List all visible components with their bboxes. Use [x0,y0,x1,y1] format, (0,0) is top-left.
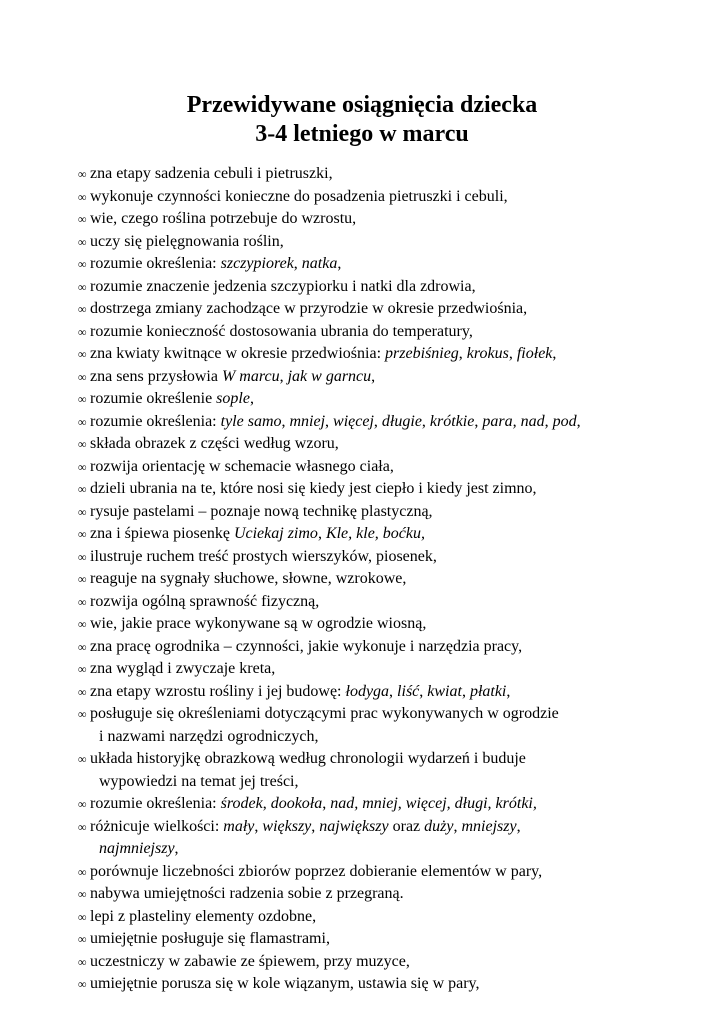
list-item-text: , [293,255,302,272]
list-item-text: , [371,367,376,385]
list-item-text: umiejętnie porusza się w kole wiązanym, ustawia się w pary, [90,975,480,992]
bullet-icon: ∞ [78,572,87,586]
list-item-text: rysuje pastelami – poznaje nową technikę plastyczną, [90,502,433,520]
list-item [78,433,708,456]
list-item [78,388,708,411]
list-item [78,658,708,681]
list-item [78,636,708,659]
list-item-text: , [419,682,428,700]
list-item-text: rozumie określenia: [90,412,221,430]
list-item-text: różnicuje wielkości: [90,817,224,835]
list-item-term: W marcu [221,367,280,385]
list-item-text: porównuje liczebności zbiorów poprzez dobieranie elementów w pary, [90,862,543,880]
list-item-continuation: wypowiedzi na temat jej treści, [99,772,299,790]
list-item [78,748,708,793]
bullet-icon: ∞ [78,819,87,834]
list-item-text: , [421,412,430,430]
bullet-icon: ∞ [78,234,87,249]
list-item-term: para, nad [482,412,545,430]
list-item-text: , [544,412,553,430]
list-item [78,478,708,501]
list-item-text: wie, jakie prace wykonywane są w ogrodzie wiosną, [90,615,427,632]
bullet-icon: ∞ [78,414,87,429]
list-item-text: rozwija ogólną sprawność fizyczną, [90,592,320,610]
list-item-term: łodyga [345,682,390,700]
list-item-text: rozwija orientację w schemacie własnego ciała, [90,457,394,475]
title-line-2: 3-4 letniego w marcu [255,121,469,147]
list-item [78,906,708,929]
bullet-icon: ∞ [78,594,87,609]
list-item [78,186,708,209]
list-item-term: mniej [289,412,326,430]
list-item [78,231,708,254]
list-item-term: najmniejszy [99,840,175,857]
list-item-term: Uciekaj zimo [233,525,318,542]
bullet-icon: ∞ [78,639,87,654]
list-item-term: kwiat [427,682,462,700]
bullet-icon: ∞ [78,864,87,879]
list-item [78,861,708,884]
list-item-term: przebiśnieg [385,345,459,362]
list-item [78,298,708,321]
list-item-text: zna etapy sadzenia cebuli i pietruszki, [90,165,333,182]
list-item [78,951,708,974]
page-title [0,91,724,149]
list-item-term: długie [381,412,422,430]
list-item [78,793,708,816]
list-item [78,546,708,569]
bullet-icon: ∞ [78,189,87,204]
list-item-text: , [453,817,462,835]
list-item-term: liść [397,682,420,700]
achievement-list [78,163,708,996]
list-item-text: , [325,412,334,430]
list-item [78,568,708,591]
list-item-term: jak w garncu [287,367,372,385]
list-item-term: pod [552,412,577,430]
bullet-icon: ∞ [78,662,87,676]
list-item-text: zna pracę ogrodnika – czynności, jakie wykonuje i narzędzia pracy, [90,637,523,655]
bullet-icon: ∞ [78,324,87,339]
bullet-icon: ∞ [78,549,87,564]
list-item [78,411,708,434]
list-item-term: dookoła [270,795,323,812]
list-item [78,928,708,951]
bullet-icon: ∞ [78,707,87,721]
list-item-text: , [262,795,271,812]
bullet-icon: ∞ [78,369,87,384]
list-item-term: mniejszy [461,817,517,835]
list-item [78,366,708,389]
list-item-term: środek [220,795,263,812]
list-item-text: zna wygląd i zwyczaje kreta, [90,660,276,677]
bullet-icon: ∞ [78,302,87,316]
list-item-term: tyle samo [220,412,282,430]
list-item [78,816,708,861]
list-item-text: , [461,682,470,700]
list-item-text: uczy się pielęgnowania roślin, [90,232,284,250]
bullet-icon: ∞ [78,279,87,294]
bullet-icon: ∞ [78,932,87,946]
list-item-text: reaguje na sygnały słuchowe, słowne, wzrokowe, [90,570,407,587]
list-item-text: , [508,345,517,362]
bullet-icon: ∞ [78,504,87,519]
list-item-text: , [317,525,326,542]
bullet-icon: ∞ [78,527,87,541]
list-item-term: nad, mniej, więcej, długi, krótki, [330,795,537,812]
list-item-text: dostrzega zmiany zachodzące w przyrodzie w okresie przedwiośnia, [90,300,528,317]
list-item-text: układa historyjkę obrazkową według chronologii wydarzeń i buduje [90,750,526,767]
list-item-text: zna sens przysłowia [90,367,222,385]
bullet-icon: ∞ [78,437,87,451]
bullet-icon: ∞ [78,459,87,474]
list-item-text: , [311,817,320,835]
list-item-text: , [458,345,467,362]
list-item-text: , [249,390,254,407]
list-item-text: rozumie konieczność dostosowania ubrania do temperatury, [90,322,473,340]
list-item-text: , [281,412,290,430]
list-item-text: rozumie określenia: [90,795,221,812]
bullet-icon: ∞ [78,347,87,361]
list-item-text: , [322,795,331,812]
bullet-icon: ∞ [78,684,87,699]
list-item [78,523,708,546]
list-item-text: nabywa umiejętności radzenia sobie z przegraną. [90,885,404,902]
list-item-text: rozumie określenie [90,390,217,407]
list-item-text: oraz [388,817,425,835]
list-item-term: płatki [469,682,507,700]
bullet-icon: ∞ [78,954,87,969]
list-item-text: składa obrazek z części według wzoru, [90,435,339,452]
list-item-text: posługuje się określeniami dotyczącymi prac wykonywanych w ogrodzie [90,705,559,722]
list-item [78,276,708,299]
bullet-icon: ∞ [78,909,87,924]
bullet-icon: ∞ [78,392,87,406]
list-item-term: więcej [333,412,374,430]
bullet-icon: ∞ [78,977,87,991]
list-item-term: krokus [466,345,509,362]
list-item [78,883,708,906]
list-item-text: wie, czego roślina potrzebuje do wzrostu, [90,210,357,227]
list-item-text: zna kwiaty kwitnące w okresie przedwiośnia: [90,345,386,362]
bullet-icon: ∞ [78,797,87,811]
bullet-icon: ∞ [78,167,87,181]
title-line-1: Przewidywane osiągnięcia dziecka [186,92,538,118]
list-item [78,681,708,704]
bullet-icon: ∞ [78,212,87,226]
list-item-text: , [279,367,288,385]
list-item-text: , [337,255,342,272]
bullet-icon: ∞ [78,482,87,496]
list-item-term: sople [216,390,250,407]
list-item-text: wykonuje czynności konieczne do posadzenia pietruszki i cebuli, [90,187,508,205]
list-item-text: lepi z plasteliny elementy ozdobne, [90,907,317,925]
list-item [78,613,708,636]
list-item [78,501,708,524]
bullet-icon: ∞ [78,752,87,766]
list-item [78,163,708,186]
bullet-icon: ∞ [78,617,87,631]
list-item-term: Kle, kle, boćku, [325,525,426,542]
list-item-term: fiołek [516,345,553,362]
list-item-text: , [516,817,521,835]
bullet-icon: ∞ [78,887,87,901]
list-item-text: rozumie określenia: [90,255,221,272]
list-item-text: dzieli ubrania na te, które nosi się kiedy jest ciepło i kiedy jest zimno, [90,480,537,497]
list-item-text: , [254,817,263,835]
list-item [78,703,708,748]
list-item-text: rozumie znaczenie jedzenia szczypiorku i natki dla zdrowia, [90,277,476,295]
list-item-term: duży [424,817,454,835]
list-item-continuation [78,838,708,861]
list-item [78,253,708,276]
list-item [78,208,708,231]
list-item-term: mały [223,817,255,835]
list-item-term: krótkie [429,412,475,430]
list-item-text: uczestniczy w zabawie ze śpiewem, przy muzyce, [90,952,410,970]
list-item-text: zna i śpiewa piosenkę [90,525,234,542]
list-item-text: , [552,345,557,362]
list-item [78,343,708,366]
list-item-text: umiejętnie posługuje się flamastrami, [90,930,330,947]
bullet-icon: ∞ [78,257,87,271]
list-item-text: , [576,412,581,430]
list-item [78,973,708,996]
list-item [78,456,708,479]
list-item-continuation: i nazwami narzędzi ogrodniczych, [99,727,319,745]
list-item-text: , [389,682,398,700]
list-item-text: , [506,682,511,700]
list-item-text: ilustruje ruchem treść prostych wierszyków, piosenek, [90,547,437,565]
list-item-term: natka [301,255,338,272]
list-item-text: , [373,412,382,430]
list-item-text: , [174,840,179,857]
list-item-term: większy [262,817,312,835]
list-item-text: zna etapy wzrostu rośliny i jej budowę: [90,682,346,700]
list-item [78,591,708,614]
list-item-term: największy [319,817,389,835]
list-item [78,321,708,344]
list-item-text: , [474,412,483,430]
list-item-term: szczypiorek [220,255,294,272]
